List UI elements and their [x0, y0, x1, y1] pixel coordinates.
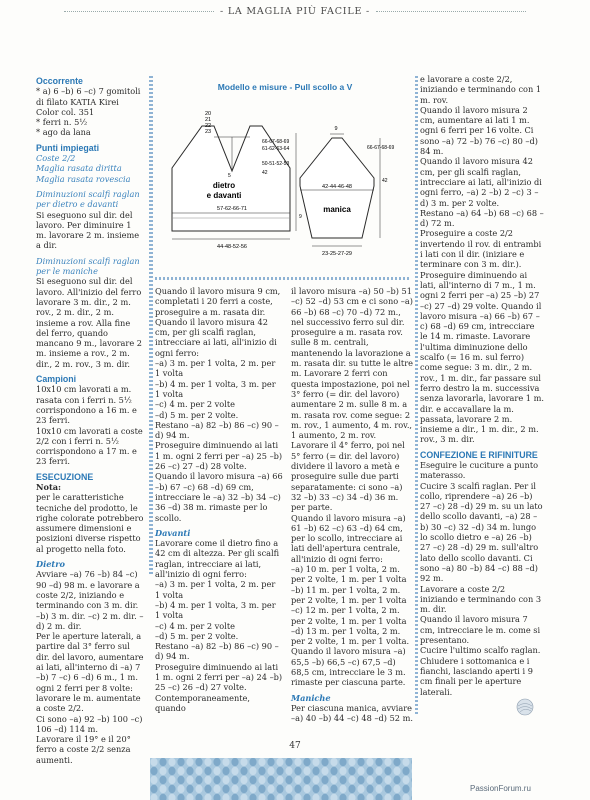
- paragraph: –c) 4 m. per 2 volte: [155, 620, 235, 631]
- knit-stitch: [150, 785, 157, 793]
- knit-stitch: [276, 785, 283, 793]
- knit-stitch: [357, 767, 364, 775]
- knit-stitch: [330, 767, 337, 775]
- paragraph: Proseguire a coste 2/2 invertendo il rov. di entrambi i lati con il dir. (iniziare e terminare con 3 m. dir.).: [420, 228, 542, 270]
- subsection-heading: Dietro: [36, 559, 65, 570]
- knit-stitch: [285, 767, 292, 775]
- paragraph: –d) 5 m. per 2 volte.: [155, 409, 239, 420]
- knit-stitch: [249, 785, 256, 793]
- knit-stitch: [375, 767, 382, 775]
- knit-stitch: [366, 767, 373, 775]
- paragraph: –d) 13 m. per 1 volta, 2 m. per 2 volte, 1 m. per 1 volta.: [291, 625, 410, 647]
- knit-stitch: [186, 767, 193, 775]
- knit-stitch: [402, 758, 409, 766]
- paragraph: Si eseguono sul dir. del lavoro. All'inizio del ferro lavorare 3 m. dir., 2 m. rov., 2 m. dir., 2 m. insieme a rov. Alla fine del ferro, quando mancano 9 m., lavorare 2 m. insieme a rov., 2 m. dir., 2 m. rov., 3 m. dir.: [36, 276, 142, 369]
- paragraph: * ferri n. 5½: [36, 117, 88, 128]
- running-header: - LA MAGLIA PIÙ FACILE -: [0, 6, 590, 17]
- body-length-label: 66-67-68-69: [262, 139, 290, 145]
- sleeve-length-label: 66-67-68-69: [367, 145, 395, 151]
- sleeve-cuff-label: 23-25-27-29: [322, 251, 352, 257]
- paragraph: Restano –a) 82 –b) 86 –c) 90 –d) 94 m.: [155, 641, 279, 662]
- knit-stitch: [240, 776, 247, 784]
- knit-stitch: [231, 785, 238, 793]
- knit-stitch: [267, 776, 274, 784]
- knit-stitch: [393, 776, 400, 784]
- paragraph: per le caratteristiche tecniche del prodotto, le righe colorate potrebbero assumere dimensioni e posizioni diverse rispetto al progetto nella foto.: [36, 492, 144, 554]
- knit-stitch: [285, 785, 292, 793]
- knit-stitch: [159, 776, 166, 784]
- paragraph: Si eseguono sul dir. del lavoro. Per diminuire 1 m. lavorare 2 m. insieme a dir.: [36, 209, 140, 251]
- paragraph: * ago da lana: [36, 127, 91, 138]
- paragraph: Proseguire diminuendo ai lati, all'interno di 7 m., 1 m. ogni 2 ferri per –a) 25 –b) 27 –c) 27 –d) 29 volte. Quando il lavoro misura –a) 66 –b) 67 –c) 68 –d) 69 cm, intrecciare le 14 m. rimaste. Lavorare l'ultima diminuzione dello scalfo (= 16 m. sul ferro) come segue: 3 m. dir., 2 m. rov., 1 m. dir., far passare sul ferro destro la m. successiva senza lavorarla, lavorare 1 m. dir. e accavallare la m. passata, lavorare 2 m. insieme a dir., 1 m. dir., 2 m. rov., 3 m. dir.: [420, 269, 544, 445]
- knit-stitch: [294, 776, 301, 784]
- knit-stitch: [240, 758, 247, 766]
- knit-stitch: [168, 758, 175, 766]
- knit-stitch: [384, 758, 391, 766]
- neck-depth-label: 5: [228, 173, 231, 179]
- body-length-label: 61-62-63-64: [262, 146, 290, 152]
- knit-stitch: [276, 758, 283, 766]
- body-hem-label: 44-48-52-56: [217, 244, 247, 250]
- knit-stitch: [186, 776, 193, 784]
- knit-stitch: [258, 758, 265, 766]
- paragraph: Restano –a) 64 –b) 68 –c) 68 –d) 72 m.: [420, 207, 544, 229]
- diagram-divider: [155, 277, 411, 280]
- column-divider-left: [149, 76, 153, 576]
- knit-stitch: [294, 785, 301, 793]
- section-heading: Punti impiegati: [36, 142, 100, 153]
- knit-stitch: [249, 767, 256, 775]
- knit-stitch: [258, 767, 265, 775]
- knit-stitch: [186, 785, 193, 793]
- knit-stitch: [357, 785, 364, 793]
- knit-stitch: [276, 767, 283, 775]
- knit-stitch: [384, 785, 391, 793]
- yarn-ball-icon: [516, 698, 534, 716]
- stitch-name: Coste 2/2: [36, 153, 76, 164]
- knit-stitch: [222, 767, 229, 775]
- watermark: PassionForum.ru: [470, 784, 531, 793]
- subsection-heading: Maniche: [291, 692, 331, 703]
- knit-stitch: [222, 785, 229, 793]
- knit-stitch: [330, 758, 337, 766]
- paragraph: Avviare –a) 76 –b) 84 –c) 90 –d) 98 m. e lavorare a coste 2/2, iniziando e terminando con 3 m. dir. –b) 3 m. dir. –c) 2 m. dir. –d) 2 m. dir.: [36, 569, 144, 631]
- paragraph: Lavorare il 19° e il 20° ferro a coste 2/2 senza aumenti.: [36, 734, 131, 765]
- knit-stitch: [321, 758, 328, 766]
- page-number: 47: [289, 741, 301, 751]
- knit-stitch: [303, 758, 310, 766]
- knit-stitch: [339, 758, 346, 766]
- knit-stitch: [150, 767, 157, 775]
- knit-stitch: [402, 785, 409, 793]
- paragraph: Quando il lavoro misura 42 cm, per gli scalfi raglan, intrecciare ai lati, all'inizio di ogni ferro, –a) 2 –b) 2 –c) 3 –d) 3 m. per 2 volte.: [420, 156, 542, 208]
- paragraph: Per le aperture laterali, a partire dal 3° ferro sul dir. del lavoro, aumentare ai lati, all'interno di –a) 7 –b) 7 –c) 6 –d) 6 m., 1 m. ogni 2 ferri per 8 volte: lavorare le m. aumentate a coste 2/2.: [36, 631, 144, 714]
- body-length-label: 42: [262, 170, 268, 176]
- stitch-name: Maglia rasata diritta: [36, 163, 122, 174]
- knit-stitch: [294, 758, 301, 766]
- sleeve-raglan-label: 42: [382, 178, 388, 184]
- knit-stitch: [303, 776, 310, 784]
- knit-stitch: [312, 785, 319, 793]
- section-heading: Occorrente: [36, 76, 83, 86]
- paragraph: Lavorare come il dietro fino a 42 cm di altezza. Per gli scalfi raglan, intrecciare ai lati, all'inizio di ogni ferro:: [155, 538, 280, 580]
- knit-stitch: [402, 767, 409, 775]
- knit-stitch: [267, 758, 274, 766]
- paragraph: Eseguire le cuciture a punto materasso.: [420, 459, 539, 481]
- paragraph: Lavorare a coste 2/2 iniziando e terminando con 3 m. dir.: [420, 583, 542, 615]
- knit-stitch: [213, 776, 220, 784]
- paragraph: 10x10 cm lavorati a coste 2/2 con i ferri n. 5½ corrispondono a 17 m. e 23 ferri.: [36, 425, 143, 467]
- paragraph: Proseguire diminuendo ai lati 1 m. ogni 2 ferri per –a) 25 –b) 26 –c) 27 –d) 28 volte.: [155, 440, 283, 472]
- knit-stitch: [159, 767, 166, 775]
- knit-stitch: [267, 767, 274, 775]
- paragraph: –b) 4 m. per 1 volta, 3 m. per 1 volta: [155, 599, 276, 621]
- knit-texture-image: [150, 758, 412, 800]
- paragraph: il lavoro misura –a) 50 –b) 51 –c) 52 –d) 53 cm e ci sono –a) 66 –b) 68 –c) 70 –d) 72 m., nel successivo ferro sul dir. proseguire a m. rasata rov. sulle 8 m. centrali, mantenendo la lavorazione a m. rasata dir. su tutte le altre m. Lavorare 2 ferri con questa impostazione, poi nel 3° ferro (= dir. del lavoro) aumentare 2 m. sulle 8 m. a m. rasata rov. come segue: 2 m. rov., 1 aumento, 4 m. rov., 1 aumento, 2 m. rov. Lavorare il 4° ferro, poi nel 5° ferro (= dir. del lavoro) dividere il lavoro a metà e proseguire sulle due parti separatamente: ci sono –a) 32 –b) 33 –c) 34 –d) 36 m. per parte.: [291, 286, 413, 513]
- knit-stitch: [258, 785, 265, 793]
- paragraph: e lavorare a coste 2/2, iniziando e terminando con 1 m. rov.: [420, 74, 542, 105]
- knit-stitch: [285, 758, 292, 766]
- paragraph: * a) 6 –b) 6 –c) 7 gomitoli di filato KATIA Kirei Color col. 351: [36, 86, 141, 117]
- paragraph: –b) 4 m. per 1 volta, 3 m. per 1 volta: [155, 378, 276, 399]
- knit-stitch: [276, 776, 283, 784]
- knit-stitch: [168, 785, 175, 793]
- paragraph: –c) 12 m. per 1 volta, 2 m. per 2 volte, 1 m. per 1 volta: [291, 605, 407, 626]
- paragraph: Quando il lavoro misura 9 cm, completati i 20 ferri a coste, proseguire a m. rasata dir.: [155, 286, 281, 317]
- paragraph: Restano –a) 82 –b) 86 –c) 90 –d) 94 m.: [155, 419, 279, 441]
- knit-stitch: [213, 758, 220, 766]
- paragraph: Cucire 3 scalfi raglan. Per il collo, riprendere –a) 26 –b) 27 –c) 28 –d) 29 m. su un lato dello scollo davanti, –a) 28 –b) 30 –c) 32 –d) 34 m. lungo lo scollo dietro e –a) 26 –b) 27 –c) 28 –d) 29 m. sull'altro lato dello scollo davanti. Ci sono –a) 80 –b) 84 –c) 88 –d) 92 m.: [420, 480, 543, 584]
- knit-stitch: [177, 767, 184, 775]
- paragraph: Nota:: [36, 481, 62, 492]
- knit-stitch: [303, 785, 310, 793]
- knit-stitch: [357, 758, 364, 766]
- knit-stitch: [177, 776, 184, 784]
- knit-stitch: [357, 776, 364, 784]
- knit-stitch: [402, 776, 409, 784]
- column-back-front: [155, 286, 283, 713]
- knit-stitch: [195, 758, 202, 766]
- paragraph: –c) 4 m. per 2 volte: [155, 399, 235, 410]
- sleeve-label: manica: [323, 205, 351, 214]
- knit-stitch: [204, 785, 211, 793]
- knit-stitch: [195, 776, 202, 784]
- knit-stitch: [258, 776, 265, 784]
- column-neck-sleeves: [291, 286, 414, 723]
- paragraph: 10x10 cm lavorati a m. rasata con i ferri n. 5½ corrispondono a 16 m. e 23 ferri.: [36, 384, 137, 426]
- paragraph: Quando il lavoro misura –a) 66 –b) 67 –c) 68 –d) 69 cm, intrecciare le –a) 32 –b) 34 –c) 36 –d) 38 m. rimaste per lo scollo.: [155, 471, 283, 523]
- stitch-name: Diminuzioni scalfi raglan per dietro e davanti: [36, 188, 140, 210]
- schematic-diagram: [160, 78, 410, 274]
- sleeve-width-label: 42-44-46-48: [322, 184, 352, 190]
- knit-stitch: [177, 758, 184, 766]
- section-heading: Campioni: [36, 374, 77, 385]
- section-heading: CONFEZIONE E RIFINITURE: [420, 449, 538, 460]
- knit-stitch: [204, 767, 211, 775]
- knit-stitch: [339, 785, 346, 793]
- paragraph: Quando il lavoro misura 7 cm, intrecciare le m. come si presentano.: [420, 614, 541, 646]
- knit-stitch: [213, 785, 220, 793]
- knit-stitch: [312, 767, 319, 775]
- knit-stitch: [177, 785, 184, 793]
- column-divider-right: [415, 76, 418, 716]
- stitch-name: Diminuzioni scalfi raglan per le maniche: [36, 255, 140, 277]
- stitch-name: Maglia rasata rovescia: [36, 173, 131, 184]
- knit-stitch: [321, 776, 328, 784]
- body-top-num: 22: [204, 123, 212, 129]
- knit-stitch: [375, 758, 382, 766]
- paragraph: –b) 11 m. per 1 volta, 2 m. per 2 volte, 1 m. per 1 volta: [291, 584, 407, 605]
- sleeve-top-label: 9: [334, 126, 338, 132]
- column-finishing: [420, 74, 544, 697]
- knit-stitch: [213, 767, 220, 775]
- knit-stitch: [150, 758, 157, 766]
- knit-stitch: [159, 785, 166, 793]
- knit-stitch: [384, 776, 391, 784]
- paragraph: Contemporaneamente, quando: [155, 692, 250, 713]
- knit-stitch: [348, 767, 355, 775]
- knit-stitch: [249, 758, 256, 766]
- knit-stitch: [366, 758, 373, 766]
- knit-stitch: [348, 758, 355, 766]
- paragraph: –a) 10 m. per 1 volta, 2 m. per 2 volte, 1 m. per 1 volta: [291, 564, 407, 585]
- knit-stitch: [330, 785, 337, 793]
- knit-stitch: [168, 776, 175, 784]
- paragraph: –a) 3 m. per 1 volta, 2 m. per 1 volta: [155, 579, 276, 600]
- knit-stitch: [150, 776, 157, 784]
- knit-stitch: [222, 776, 229, 784]
- knit-stitch: [168, 767, 175, 775]
- body-top-num: 20: [204, 111, 212, 117]
- knit-stitch: [366, 785, 373, 793]
- knit-stitch: [348, 776, 355, 784]
- knit-stitch: [204, 758, 211, 766]
- paragraph: Proseguire diminuendo ai lati 1 m. ogni 2 ferri per –a) 24 –b) 25 –c) 26 –d) 27 volte.: [155, 661, 283, 693]
- knit-stitch: [384, 767, 391, 775]
- body-top-num: 21: [204, 117, 212, 123]
- paragraph: Per ciascuna manica, avviare –a) 40 –b) 44 –c) 48 –d) 52 m.: [291, 702, 413, 724]
- body-chest-label: 57-62-66-71: [217, 206, 247, 212]
- knit-stitch: [393, 767, 400, 775]
- knit-stitch: [348, 785, 355, 793]
- knit-stitch: [159, 758, 166, 766]
- subsection-heading: Davanti: [155, 527, 191, 538]
- paragraph: –d) 5 m. per 2 volte.: [155, 630, 239, 641]
- paragraph: Quando il lavoro misura 42 cm, per gli scalfi raglan, intrecciare ai lati, all'inizio di ogni ferro:: [155, 316, 277, 358]
- paragraph: Quando il lavoro misura 2 cm, aumentare ai lati 1 m. ogni 6 ferri per 16 volte. Ci sono –a) 72 –b) 76 –c) 80 –d) 84 m.: [420, 104, 538, 157]
- knit-stitch: [375, 776, 382, 784]
- knit-stitch: [222, 758, 229, 766]
- section-heading: ESECUZIONE: [36, 471, 94, 482]
- knit-stitch: [321, 767, 328, 775]
- knit-stitch: [195, 785, 202, 793]
- knit-stitch: [204, 776, 211, 784]
- knit-stitch: [312, 776, 319, 784]
- knit-stitch: [312, 758, 319, 766]
- knit-stitch: [339, 767, 346, 775]
- knit-stitch: [267, 785, 274, 793]
- paragraph: Quando il lavoro misura –a) 65,5 –b) 66,5 –c) 67,5 –d) 68,5 cm, intrecciare le 3 m. rimaste per ciascuna parte.: [291, 646, 406, 688]
- column-materials: [36, 76, 144, 765]
- knit-stitch: [303, 767, 310, 775]
- paragraph: Quando il lavoro misura –a) 61 –b) 62 –c) 63 –d) 64 cm, per lo scollo, intrecciare ai lati dell'apertura centrale, all'inizio di ogni ferro:: [291, 512, 406, 564]
- knit-stitch: [294, 767, 301, 775]
- diagram-title: Modello e misure - Pull scollo a V: [217, 82, 353, 92]
- knit-stitch: [375, 785, 382, 793]
- paragraph: Cucire l'ultimo scalfo raglan. Chiudere i sottomanica e i fianchi, lasciando aperti i 9 cm finali per le aperture laterali.: [420, 645, 541, 697]
- knit-stitch: [285, 776, 292, 784]
- body-rib-label: 9: [299, 214, 302, 220]
- body-label: dietro: [212, 181, 236, 190]
- paragraph: Ci sono –a) 92 –b) 100 –c) 106 –d) 114 m.: [36, 713, 143, 734]
- knit-stitch: [393, 758, 400, 766]
- knit-stitch: [231, 767, 238, 775]
- knit-stitch: [240, 785, 247, 793]
- knit-stitch: [231, 758, 238, 766]
- body-length-label: 50-51-52-53: [262, 161, 290, 167]
- knit-stitch: [240, 767, 247, 775]
- paragraph: –a) 3 m. per 1 volta, 2 m. per 1 volta: [155, 358, 276, 379]
- knit-stitch: [393, 785, 400, 793]
- body-top-num: 23: [204, 129, 212, 135]
- knit-stitch: [249, 776, 256, 784]
- knit-stitch: [321, 785, 328, 793]
- knit-stitch: [339, 776, 346, 784]
- knit-stitch: [330, 776, 337, 784]
- schematic-svg: [160, 78, 410, 274]
- knit-stitch: [366, 776, 373, 784]
- knit-stitch: [231, 776, 238, 784]
- knit-stitch: [186, 758, 193, 766]
- knit-stitch: [195, 767, 202, 775]
- body-label: e davanti: [206, 191, 242, 200]
